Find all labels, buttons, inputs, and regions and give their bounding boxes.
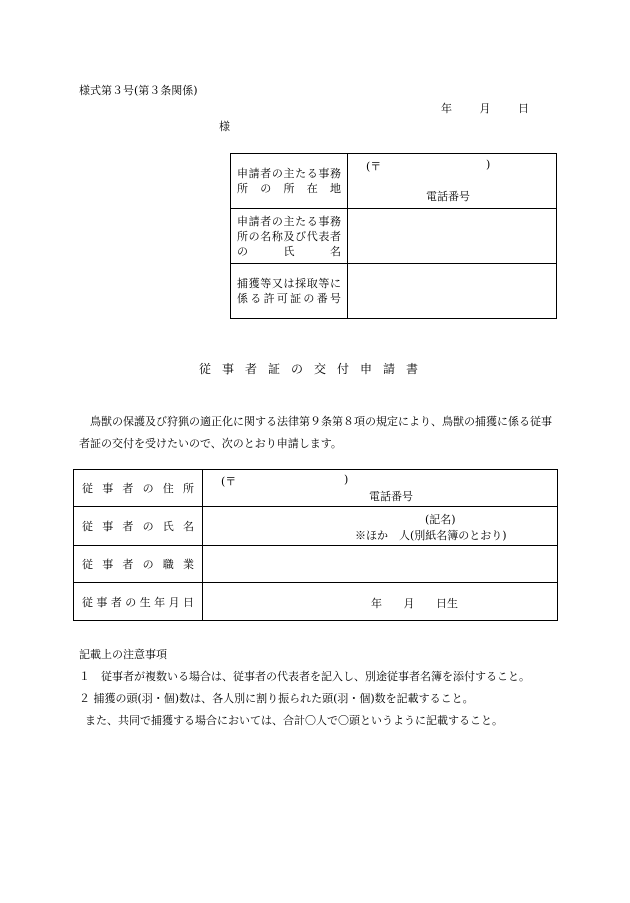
date-month: 月	[479, 102, 491, 115]
note-item: ２ 捕獲の頭(羽・個)数は、各人別に割り振られた頭(羽・個)数を記載すること。	[79, 692, 474, 705]
worker-address-row	[74, 470, 558, 507]
applicant-name-row	[231, 209, 557, 264]
worker-birth-label: 従事者の生年月日	[74, 583, 203, 621]
applicant-address-label: 申請者の主たる事務所の所在地	[231, 154, 348, 209]
applicant-table	[230, 153, 557, 319]
worker-postal	[221, 473, 349, 489]
application-paragraph-text: 鳥獣の保護及び狩猟の適正化に関する法律第９条第８項の規定により、鳥獣の捕獲に係る従事者証の交付を受けたいので、次のとおり申請します。	[79, 415, 552, 450]
applicant-address-row	[231, 154, 557, 209]
applicant-postal	[366, 158, 491, 174]
worker-birth-field[interactable]	[203, 583, 558, 621]
applicant-permit-label: 捕獲等又は採取等に係る許可証の番号	[231, 264, 348, 319]
worker-birth-date	[371, 595, 458, 611]
worker-job-label: 従事者の職業	[74, 546, 203, 583]
worker-phone-label: 電話番号	[369, 490, 413, 503]
birth-month: 月	[403, 597, 415, 610]
worker-sign-note: (記名)	[425, 513, 456, 526]
applicant-name-field[interactable]	[348, 209, 557, 264]
notes-section	[79, 644, 530, 732]
worker-address-label: 従事者の住所	[74, 470, 203, 507]
application-paragraph	[79, 411, 559, 455]
note-item: また、共同で捕獲する場合においては、合計〇人で〇頭というように記載すること。	[85, 714, 503, 727]
notes-heading: 記載上の注意事項	[79, 648, 167, 661]
worker-table	[73, 469, 558, 621]
worker-birth-row	[74, 583, 558, 621]
postal-close: )	[486, 158, 491, 171]
worker-job-field[interactable]	[203, 546, 558, 583]
note-item: １ 従事者が複数いる場合は、従事者の代表者を記入し、別途従事者名簿を添付すること。	[79, 670, 530, 683]
worker-job-row	[74, 546, 558, 583]
applicant-name-label: 申請者の主たる事務所の名称及び代表者の氏名	[231, 209, 348, 264]
date-year: 年	[441, 102, 452, 115]
worker-name-label: 従事者の氏名	[74, 507, 203, 546]
applicant-phone-label: 電話番号	[426, 190, 470, 203]
date-day: 日	[518, 102, 529, 115]
addressee-suffix: 様	[219, 120, 230, 133]
birth-day: 日生	[436, 597, 458, 610]
applicant-permit-row	[231, 264, 557, 319]
worker-postal-open: (〒	[221, 475, 237, 488]
worker-name-row	[74, 507, 558, 546]
applicant-address-field[interactable]	[348, 154, 557, 209]
worker-others-note: ※ほか 人(別紙名簿のとおり)	[355, 529, 507, 542]
postal-open: (〒	[366, 160, 382, 173]
birth-year: 年	[371, 597, 382, 610]
form-number: 様式第３号(第３条関係)	[79, 84, 198, 97]
document-title: 従事者証の交付申請書	[199, 362, 430, 376]
worker-name-field[interactable]	[203, 507, 558, 546]
worker-postal-close: )	[344, 473, 349, 486]
applicant-permit-field[interactable]	[348, 264, 557, 319]
date-line	[441, 100, 529, 116]
worker-address-field[interactable]	[203, 470, 558, 507]
